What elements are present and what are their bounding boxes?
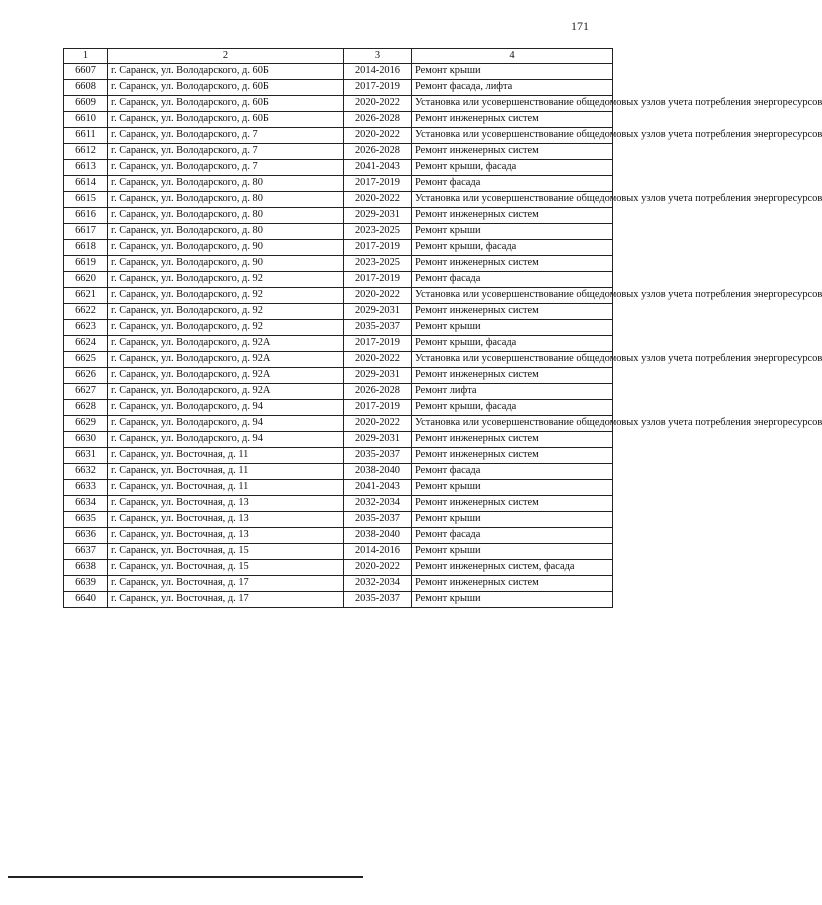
column-header: 3 xyxy=(344,49,412,64)
table-row xyxy=(64,464,613,480)
row-number: 6621 xyxy=(64,288,108,304)
table-row xyxy=(64,352,613,368)
row-number: 6636 xyxy=(64,528,108,544)
table-row xyxy=(64,416,613,432)
row-number: 6637 xyxy=(64,544,108,560)
row-number: 6607 xyxy=(64,64,108,80)
period-cell: 2020-2022 xyxy=(344,560,412,576)
table-row xyxy=(64,432,613,448)
table-row xyxy=(64,224,613,240)
period-cell: 2035-2037 xyxy=(344,448,412,464)
table-row xyxy=(64,96,613,112)
period-cell: 2035-2037 xyxy=(344,512,412,528)
table-row xyxy=(64,400,613,416)
table-row xyxy=(64,544,613,560)
row-number: 6631 xyxy=(64,448,108,464)
period-cell: 2041-2043 xyxy=(344,160,412,176)
period-cell: 2017-2019 xyxy=(344,240,412,256)
row-number: 6616 xyxy=(64,208,108,224)
work-type-cell: Ремонт инженерных систем xyxy=(412,576,613,592)
address-cell: г. Саранск, ул. Володарского, д. 90 xyxy=(108,256,344,272)
table-row xyxy=(64,128,613,144)
work-type-cell: Ремонт инженерных систем xyxy=(412,432,613,448)
table-row xyxy=(64,448,613,464)
period-cell: 2020-2022 xyxy=(344,288,412,304)
row-number: 6629 xyxy=(64,416,108,432)
work-type-cell: Ремонт фасада xyxy=(412,528,613,544)
row-number: 6618 xyxy=(64,240,108,256)
address-cell: г. Саранск, ул. Володарского, д. 7 xyxy=(108,144,344,160)
address-cell: г. Саранск, ул. Володарского, д. 7 xyxy=(108,160,344,176)
period-cell: 2029-2031 xyxy=(344,304,412,320)
address-cell: г. Саранск, ул. Володарского, д. 94 xyxy=(108,400,344,416)
work-type-cell: Ремонт крыши, фасада xyxy=(412,400,613,416)
row-number: 6623 xyxy=(64,320,108,336)
period-cell: 2020-2022 xyxy=(344,96,412,112)
row-number: 6634 xyxy=(64,496,108,512)
work-type-cell: Установка или усовершенствование общедомовых узлов учета потребления энергоресурсов xyxy=(412,288,613,304)
address-cell: г. Саранск, ул. Восточная, д. 11 xyxy=(108,480,344,496)
period-cell: 2041-2043 xyxy=(344,480,412,496)
work-type-cell: Ремонт инженерных систем xyxy=(412,144,613,160)
row-number: 6624 xyxy=(64,336,108,352)
address-cell: г. Саранск, ул. Володарского, д. 92 xyxy=(108,304,344,320)
address-cell: г. Саранск, ул. Восточная, д. 13 xyxy=(108,528,344,544)
address-cell: г. Саранск, ул. Восточная, д. 13 xyxy=(108,496,344,512)
work-type-cell: Ремонт крыши xyxy=(412,512,613,528)
period-cell: 2017-2019 xyxy=(344,80,412,96)
work-type-cell: Ремонт инженерных систем xyxy=(412,304,613,320)
row-number: 6635 xyxy=(64,512,108,528)
address-cell: г. Саранск, ул. Володарского, д. 92 xyxy=(108,288,344,304)
row-number: 6614 xyxy=(64,176,108,192)
row-number: 6622 xyxy=(64,304,108,320)
row-number: 6633 xyxy=(64,480,108,496)
address-cell: г. Саранск, ул. Володарского, д. 80 xyxy=(108,176,344,192)
table-row xyxy=(64,336,613,352)
table-row xyxy=(64,592,613,608)
work-type-cell: Установка или усовершенствование общедомовых узлов учета потребления энергоресурсов xyxy=(412,352,613,368)
work-type-cell: Ремонт крыши, фасада xyxy=(412,336,613,352)
period-cell: 2023-2025 xyxy=(344,256,412,272)
table-row xyxy=(64,80,613,96)
address-cell: г. Саранск, ул. Володарского, д. 80 xyxy=(108,192,344,208)
address-cell: г. Саранск, ул. Восточная, д. 15 xyxy=(108,544,344,560)
table-row xyxy=(64,160,613,176)
period-cell: 2026-2028 xyxy=(344,144,412,160)
work-type-cell: Установка или усовершенствование общедомовых узлов учета потребления энергоресурсов xyxy=(412,192,613,208)
table-row xyxy=(64,256,613,272)
work-type-cell: Ремонт инженерных систем, фасада xyxy=(412,560,613,576)
address-cell: г. Саранск, ул. Володарского, д. 80 xyxy=(108,208,344,224)
period-cell: 2020-2022 xyxy=(344,128,412,144)
column-header: 4 xyxy=(412,49,613,64)
address-cell: г. Саранск, ул. Володарского, д. 94 xyxy=(108,416,344,432)
table-row xyxy=(64,192,613,208)
bottom-rule xyxy=(8,876,363,878)
row-number: 6627 xyxy=(64,384,108,400)
period-cell: 2017-2019 xyxy=(344,336,412,352)
work-type-cell: Ремонт инженерных систем xyxy=(412,368,613,384)
row-number: 6613 xyxy=(64,160,108,176)
period-cell: 2017-2019 xyxy=(344,176,412,192)
work-type-cell: Ремонт фасада xyxy=(412,464,613,480)
row-number: 6611 xyxy=(64,128,108,144)
work-type-cell: Ремонт инженерных систем xyxy=(412,112,613,128)
address-cell: г. Саранск, ул. Володарского, д. 92А xyxy=(108,368,344,384)
address-cell: г. Саранск, ул. Володарского, д. 7 xyxy=(108,128,344,144)
work-type-cell: Ремонт инженерных систем xyxy=(412,208,613,224)
period-cell: 2017-2019 xyxy=(344,400,412,416)
table-row xyxy=(64,496,613,512)
table-row xyxy=(64,272,613,288)
table-row xyxy=(64,208,613,224)
period-cell: 2032-2034 xyxy=(344,496,412,512)
table-row xyxy=(64,560,613,576)
row-number: 6626 xyxy=(64,368,108,384)
table-row xyxy=(64,512,613,528)
table-header-row xyxy=(64,49,613,64)
table-row xyxy=(64,368,613,384)
work-type-cell: Ремонт крыши, фасада xyxy=(412,160,613,176)
period-cell: 2035-2037 xyxy=(344,592,412,608)
address-cell: г. Саранск, ул. Восточная, д. 15 xyxy=(108,560,344,576)
work-type-cell: Ремонт инженерных систем xyxy=(412,448,613,464)
work-type-cell: Ремонт крыши xyxy=(412,224,613,240)
address-cell: г. Саранск, ул. Восточная, д. 11 xyxy=(108,448,344,464)
row-number: 6610 xyxy=(64,112,108,128)
row-number: 6632 xyxy=(64,464,108,480)
address-cell: г. Саранск, ул. Володарского, д. 60Б xyxy=(108,64,344,80)
work-type-cell: Ремонт инженерных систем xyxy=(412,496,613,512)
period-cell: 2029-2031 xyxy=(344,208,412,224)
table-body xyxy=(64,64,822,608)
address-cell: г. Саранск, ул. Володарского, д. 60Б xyxy=(108,96,344,112)
table-row xyxy=(64,320,613,336)
row-number: 6625 xyxy=(64,352,108,368)
work-type-cell: Установка или усовершенствование общедомовых узлов учета потребления энергоресурсов xyxy=(412,128,613,144)
period-cell: 2014-2016 xyxy=(344,64,412,80)
work-type-cell: Ремонт крыши xyxy=(412,320,613,336)
table-row xyxy=(64,176,613,192)
work-type-cell: Ремонт инженерных систем xyxy=(412,256,613,272)
work-type-cell: Ремонт крыши xyxy=(412,544,613,560)
address-cell: г. Саранск, ул. Восточная, д. 17 xyxy=(108,576,344,592)
work-type-cell: Ремонт фасада, лифта xyxy=(412,80,613,96)
work-type-cell: Ремонт крыши xyxy=(412,480,613,496)
work-type-cell: Ремонт крыши xyxy=(412,592,613,608)
work-type-cell: Ремонт фасада xyxy=(412,272,613,288)
period-cell: 2020-2022 xyxy=(344,416,412,432)
table-row xyxy=(64,304,613,320)
address-cell: г. Саранск, ул. Володарского, д. 92А xyxy=(108,384,344,400)
row-number: 6638 xyxy=(64,560,108,576)
address-cell: г. Саранск, ул. Володарского, д. 92А xyxy=(108,336,344,352)
row-number: 6609 xyxy=(64,96,108,112)
table-row xyxy=(64,240,613,256)
row-number: 6617 xyxy=(64,224,108,240)
page-number: 171 xyxy=(571,19,589,33)
period-cell: 2017-2019 xyxy=(344,272,412,288)
period-cell: 2035-2037 xyxy=(344,320,412,336)
row-number: 6619 xyxy=(64,256,108,272)
table-row xyxy=(64,480,613,496)
address-cell: г. Саранск, ул. Володарского, д. 60Б xyxy=(108,80,344,96)
row-number: 6630 xyxy=(64,432,108,448)
period-cell: 2020-2022 xyxy=(344,192,412,208)
address-cell: г. Саранск, ул. Володарского, д. 94 xyxy=(108,432,344,448)
row-number: 6640 xyxy=(64,592,108,608)
work-type-cell: Установка или усовершенствование общедомовых узлов учета потребления энергоресурсов xyxy=(412,416,613,432)
period-cell: 2014-2016 xyxy=(344,544,412,560)
table-row xyxy=(64,384,613,400)
work-type-cell: Установка или усовершенствование общедомовых узлов учета потребления энергоресурсов xyxy=(412,96,613,112)
table-row xyxy=(64,64,613,80)
row-number: 6620 xyxy=(64,272,108,288)
work-type-cell: Ремонт крыши, фасада xyxy=(412,240,613,256)
period-cell: 2023-2025 xyxy=(344,224,412,240)
row-number: 6608 xyxy=(64,80,108,96)
period-cell: 2026-2028 xyxy=(344,384,412,400)
table-row xyxy=(64,528,613,544)
table-row xyxy=(64,288,613,304)
table-row xyxy=(64,112,613,128)
column-header: 1 xyxy=(64,49,108,64)
period-cell: 2029-2031 xyxy=(344,432,412,448)
row-number: 6615 xyxy=(64,192,108,208)
address-cell: г. Саранск, ул. Володарского, д. 92 xyxy=(108,272,344,288)
address-cell: г. Саранск, ул. Володарского, д. 90 xyxy=(108,240,344,256)
period-cell: 2032-2034 xyxy=(344,576,412,592)
table-row xyxy=(64,576,613,592)
period-cell: 2029-2031 xyxy=(344,368,412,384)
address-cell: г. Саранск, ул. Володарского, д. 80 xyxy=(108,224,344,240)
period-cell: 2020-2022 xyxy=(344,352,412,368)
address-cell: г. Саранск, ул. Восточная, д. 11 xyxy=(108,464,344,480)
work-type-cell: Ремонт фасада xyxy=(412,176,613,192)
column-header: 2 xyxy=(108,49,344,64)
row-number: 6612 xyxy=(64,144,108,160)
table-row xyxy=(64,144,613,160)
address-cell: г. Саранск, ул. Восточная, д. 13 xyxy=(108,512,344,528)
work-type-cell: Ремонт крыши xyxy=(412,64,613,80)
row-number: 6639 xyxy=(64,576,108,592)
repair-schedule-table xyxy=(63,48,822,608)
address-cell: г. Саранск, ул. Восточная, д. 17 xyxy=(108,592,344,608)
period-cell: 2026-2028 xyxy=(344,112,412,128)
address-cell: г. Саранск, ул. Володарского, д. 92А xyxy=(108,352,344,368)
period-cell: 2038-2040 xyxy=(344,528,412,544)
address-cell: г. Саранск, ул. Володарского, д. 60Б xyxy=(108,112,344,128)
row-number: 6628 xyxy=(64,400,108,416)
address-cell: г. Саранск, ул. Володарского, д. 92 xyxy=(108,320,344,336)
period-cell: 2038-2040 xyxy=(344,464,412,480)
work-type-cell: Ремонт лифта xyxy=(412,384,613,400)
